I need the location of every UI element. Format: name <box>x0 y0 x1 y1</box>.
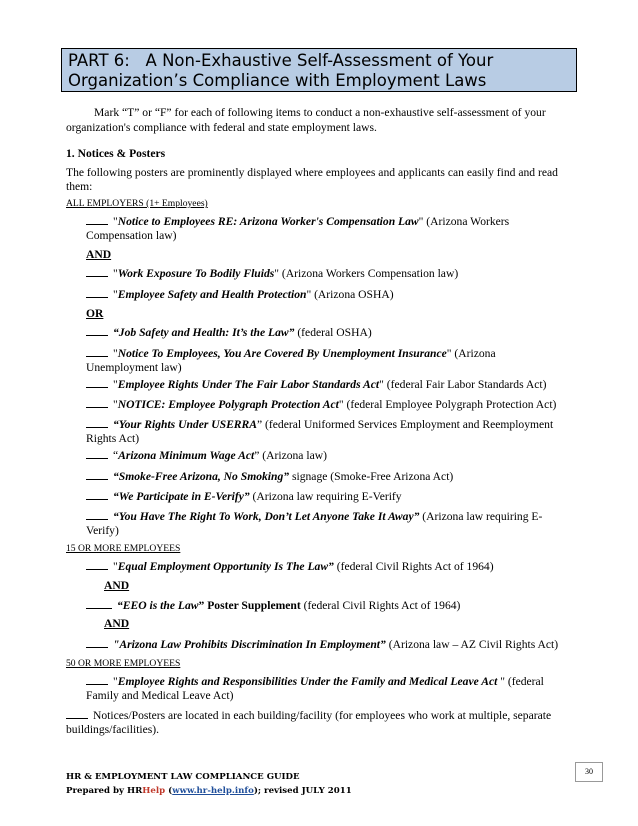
checklist-item: “Your Rights Under USERRA” (federal Uniformed Services Employment and Reemployment <box>86 418 553 432</box>
page-number: 30 <box>575 762 603 782</box>
answer-blank[interactable] <box>86 449 108 459</box>
answer-blank[interactable] <box>86 347 108 357</box>
answer-blank[interactable] <box>86 326 108 336</box>
checklist-item-cont: Verify) <box>86 524 119 537</box>
checklist-item: "Employee Rights and Responsibilities Under the Family and Medical Leave Act " (federal <box>86 675 544 689</box>
checklist-item: “Arizona Minimum Wage Act” (Arizona law) <box>86 449 327 463</box>
section-banner <box>61 48 577 92</box>
checklist-item: “Job Safety and Health: It’s the Law” (federal OSHA) <box>86 326 372 340</box>
and-connector: AND <box>104 617 130 630</box>
answer-blank[interactable] <box>86 675 108 685</box>
answer-blank[interactable] <box>86 470 108 480</box>
answer-blank[interactable] <box>86 288 108 298</box>
checklist-item-cont: Family and Medical Leave Act) <box>86 689 234 702</box>
footer-prepared: Prepared by HRHelp (www.hr-help.info); revised JULY 2011 <box>66 786 352 796</box>
section-desc-line2: them: <box>66 180 93 193</box>
answer-blank[interactable] <box>86 560 108 570</box>
footer-link[interactable]: www.hr-help.info <box>172 786 254 796</box>
checklist-item-cont: buildings/facilities). <box>66 723 160 736</box>
checklist-item: "Arizona Law Prohibits Discrimination In Employment” (Arizona law – AZ Civil Rights Act) <box>86 638 558 652</box>
answer-blank[interactable] <box>86 638 108 648</box>
group-label-all-employers: ALL EMPLOYERS (1+ Employees) <box>66 198 208 209</box>
intro-line2: organization's compliance with federal and state employment laws. <box>66 121 377 134</box>
checklist-item: “We Participate in E-Verify” (Arizona law requiring E-Verify <box>86 490 402 504</box>
checklist-item: "Notice to Employees RE: Arizona Worker's Compensation Law" (Arizona Workers <box>86 215 509 229</box>
checklist-item: "NOTICE: Employee Polygraph Protection Act" (federal Employee Polygraph Protection Act) <box>86 398 556 412</box>
checklist-item: "Equal Employment Opportunity Is The Law” (federal Civil Rights Act of 1964) <box>86 560 494 574</box>
answer-blank[interactable] <box>86 398 108 408</box>
answer-blank[interactable] <box>86 378 108 388</box>
answer-blank[interactable] <box>66 709 88 719</box>
answer-blank[interactable] <box>86 418 108 428</box>
answer-blank[interactable] <box>86 510 108 520</box>
answer-blank[interactable] <box>86 599 112 609</box>
or-connector: OR <box>86 307 104 320</box>
banner-title-line1: PART 6: A Non-Exhaustive Self-Assessment of Your <box>68 51 494 70</box>
checklist-item: "Employee Safety and Health Protection" (Arizona OSHA) <box>86 288 394 302</box>
checklist-item: "Notice To Employees, You Are Covered By Unemployment Insurance" (Arizona <box>86 347 496 361</box>
and-connector: AND <box>86 248 112 261</box>
answer-blank[interactable] <box>86 267 108 277</box>
answer-blank[interactable] <box>86 215 108 225</box>
checklist-item: “EEO is the Law” Poster Supplement (federal Civil Rights Act of 1964) <box>86 599 460 613</box>
answer-blank[interactable] <box>86 490 108 500</box>
checklist-item-cont: Unemployment law) <box>86 361 182 374</box>
checklist-item: “Smoke-Free Arizona, No Smoking” signage (Smoke-Free Arizona Act) <box>86 470 453 484</box>
checklist-item: Notices/Posters are located in each building/facility (for employees who work at multiple, separate <box>66 709 551 723</box>
banner-title-line2: Organization’s Compliance with Employment Laws <box>68 70 487 90</box>
group-label-15-employees: 15 OR MORE EMPLOYEES <box>66 543 181 554</box>
checklist-item: "Work Exposure To Bodily Fluids" (Arizona Workers Compensation law) <box>86 267 458 281</box>
section-desc-line1: The following posters are prominently displayed where employees and applicants can easily find and read <box>66 166 558 179</box>
intro-line1: Mark “T” or “F” for each of following items to conduct a non-exhaustive self-assessment of your <box>94 106 546 119</box>
footer-title: HR & EMPLOYMENT LAW COMPLIANCE GUIDE <box>66 772 300 782</box>
section-title: 1. Notices & Posters <box>66 147 166 160</box>
checklist-item: “You Have The Right To Work, Don’t Let Anyone Take It Away” (Arizona law requiring E- <box>86 510 542 524</box>
checklist-item: "Employee Rights Under The Fair Labor Standards Act" (federal Fair Labor Standards Act) <box>86 378 546 392</box>
checklist-item-cont: Compensation law) <box>86 229 177 242</box>
checklist-item-cont: Rights Act) <box>86 432 140 445</box>
group-label-50-employees: 50 OR MORE EMPLOYEES <box>66 658 181 669</box>
and-connector: AND <box>104 579 130 592</box>
